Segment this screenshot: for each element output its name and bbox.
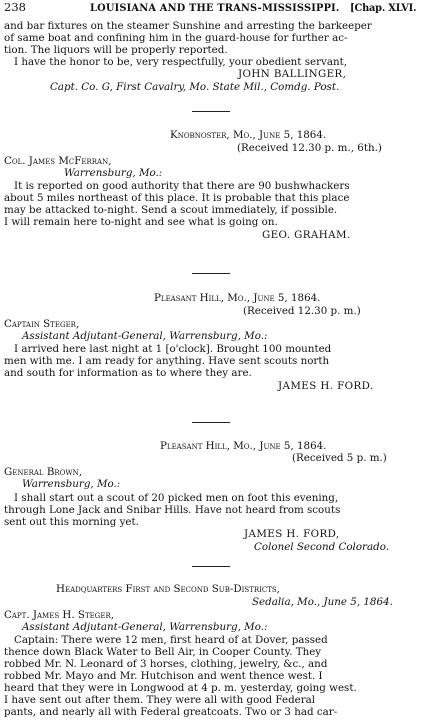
body-line: I have sent out after them. They were all with good Federal <box>4 694 316 706</box>
place-date: Pleasant Hill, Mo., June 5, 1864. <box>154 292 321 304</box>
body-line: through Lone Jack and Snibar Hills. Have not heard from scouts <box>4 504 341 516</box>
place-date: Knobnoster, Mo., June 5, 1864. <box>170 129 327 141</box>
received-note: (Received 5 p. m.) <box>292 452 387 464</box>
body-line: pants, and nearly all with Federal greatcoats. Two or 3 had car- <box>4 706 338 718</box>
place-date: Sedalia, Mo., June 5, 1864. <box>252 596 393 608</box>
addressee-location: Warrensburg, Mo.: <box>64 167 163 179</box>
signer-title: Capt. Co. G, First Cavalry, Mo. State Mil., Comdg. Post. <box>50 81 340 93</box>
body-line: heard that they were in Longwood at 4 p. m. yesterday, going west. <box>4 682 357 694</box>
signature: JOHN BALLINGER, <box>238 68 347 80</box>
addressee-title: Assistant Adjutant-General, Warrensburg, Mo.: <box>22 621 268 633</box>
body-line: and south for information as to where they are. <box>4 367 252 379</box>
body-line: I arrived here last night at 1 [o'clock]. Brought 100 mounted <box>14 343 332 355</box>
signer-title: Colonel Second Colorado. <box>254 541 389 553</box>
body-line: tion. The liquors will be properly reported. <box>4 44 228 56</box>
place-date: Pleasant Hill, Mo., June 5, 1864. <box>160 440 327 452</box>
closing-line: I have the honor to be, very respectfully, your obedient servant, <box>14 56 348 68</box>
body-line: I will remain here to-night and see what is going on. <box>4 216 278 228</box>
addressee: Capt. James H. Steger, <box>4 609 114 621</box>
chapter-label: [Chap. XLVI. <box>350 3 417 14</box>
addressee-location: Warrensburg, Mo.: <box>22 478 121 490</box>
signature: JAMES H. FORD. <box>278 380 374 392</box>
section-divider <box>192 111 230 112</box>
received-note: (Received 12.30 p. m., 6th.) <box>237 142 382 154</box>
signature: GEO. GRAHAM. <box>262 229 351 241</box>
addressee: Captain Steger, <box>4 318 80 330</box>
body-line: I shall start out a scout of 20 picked men on foot this evening, <box>14 492 339 504</box>
addressee-title: Assistant Adjutant-General, Warrensburg, Mo.: <box>22 330 268 342</box>
section-divider <box>192 273 230 274</box>
body-line: may be attacked to-night. Send a scout immediately, if possible. <box>4 204 338 216</box>
body-line: about 5 miles northeast of this place. It is probable that this place <box>4 192 350 204</box>
body-line: It is reported on good authority that there are 90 bushwhackers <box>14 180 350 192</box>
body-line: and bar fixtures on the steamer Sunshine and arresting the barkeeper <box>4 20 372 32</box>
running-title: LOUISIANA AND THE TRANS-MISSISSIPPI. <box>90 3 340 14</box>
body-line: of same boat and confining him in the guard-house for further ac- <box>4 32 348 44</box>
signature: JAMES H. FORD, <box>244 528 340 540</box>
section-divider <box>192 422 230 423</box>
page-number: 238 <box>4 0 26 14</box>
body-line: men with me. I am ready for anything. Have sent scouts north <box>4 355 330 367</box>
body-line: thence down Black Water to Bell Air, in Cooper County. They <box>4 646 322 658</box>
section-divider <box>192 566 230 567</box>
body-line: robbed Mr. Mayo and Mr. Hutchison and went thence west. I <box>4 670 323 682</box>
letter-heading: Headquarters First and Second Sub-Districts, <box>56 583 280 595</box>
body-line: sent out this morning yet. <box>4 516 139 528</box>
addressee: Col. James McFerran, <box>4 155 112 167</box>
body-line: Captain: There were 12 men, first heard of at Dover, passed <box>14 634 328 646</box>
received-note: (Received 12.30 p. m.) <box>243 305 361 317</box>
addressee: General Brown, <box>4 466 82 478</box>
body-line: robbed Mr. N. Leonard of 3 horses, clothing, jewelry, &c., and <box>4 658 328 670</box>
